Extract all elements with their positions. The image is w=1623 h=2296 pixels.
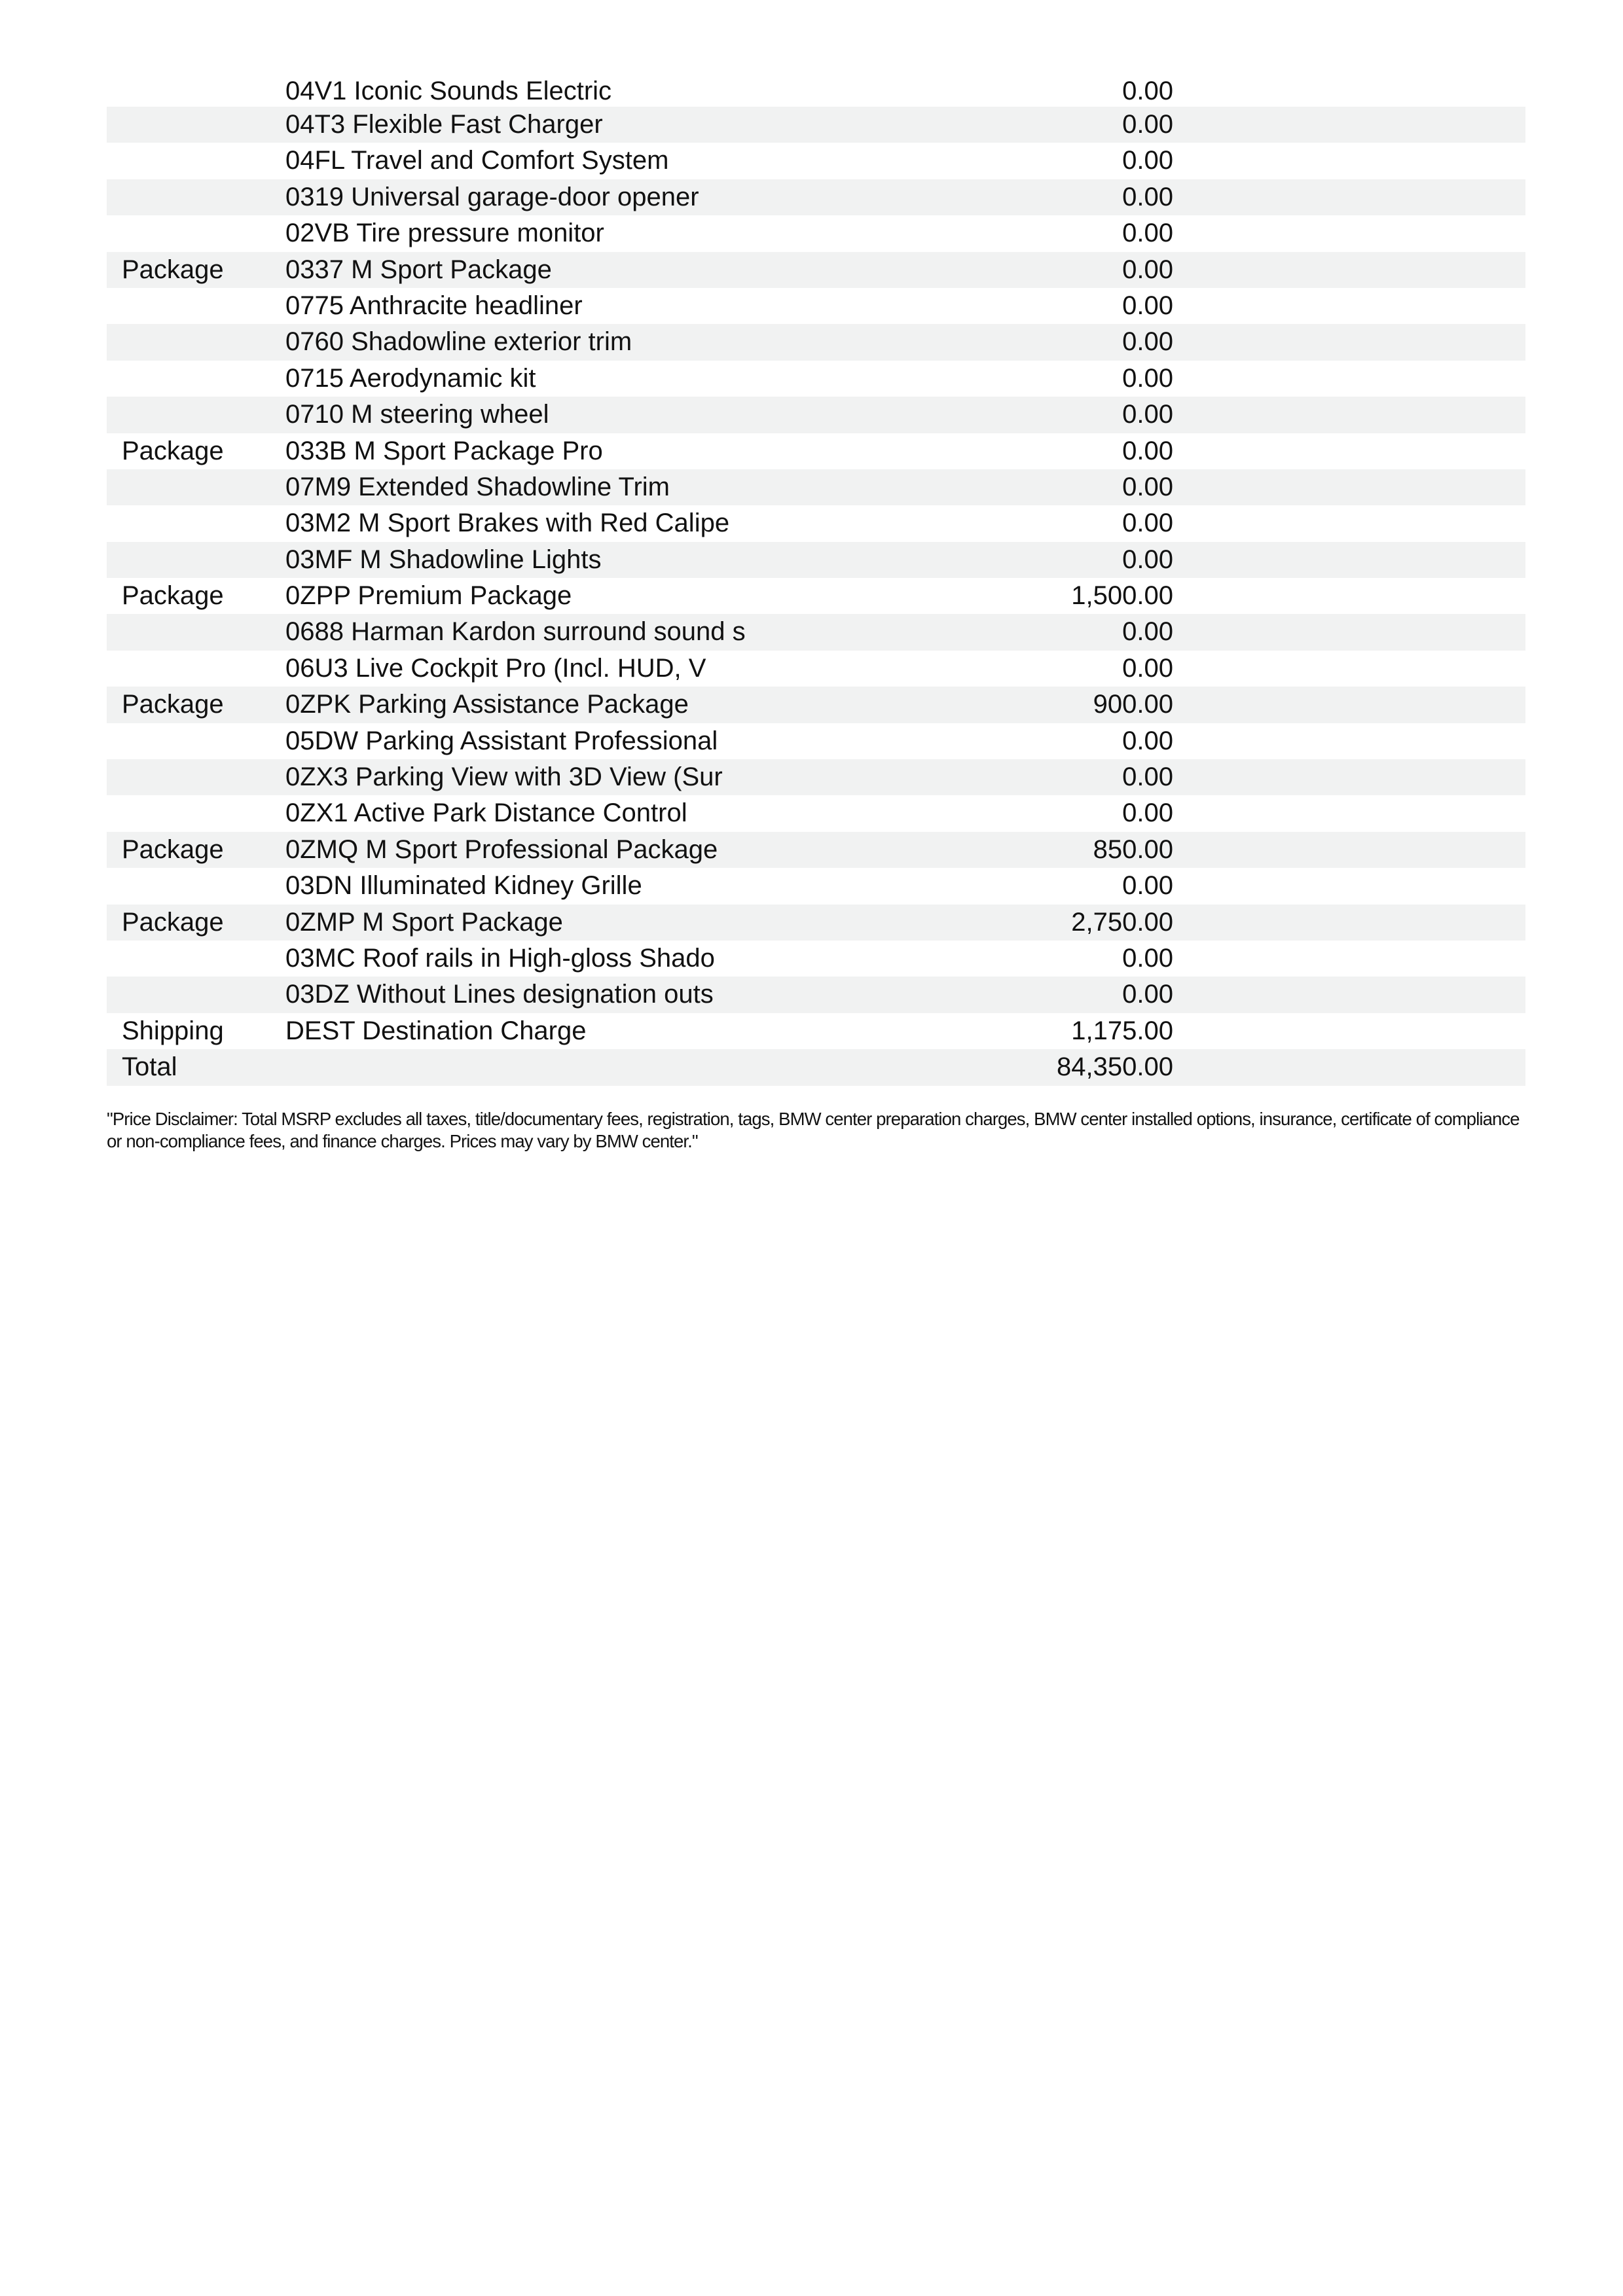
row-category: Package xyxy=(122,834,224,864)
row-price: 0.00 xyxy=(1122,798,1173,828)
table-row xyxy=(107,542,1525,578)
row-description: 0775 Anthracite headliner xyxy=(285,291,583,320)
table-row xyxy=(107,469,1525,505)
row-description: 0ZX1 Active Park Distance Control xyxy=(285,798,687,828)
table-row xyxy=(107,179,1525,215)
row-description: 0ZMP M Sport Package xyxy=(285,907,563,937)
table-row xyxy=(107,361,1525,397)
row-description: 06U3 Live Cockpit Pro (Incl. HUD, V xyxy=(285,653,706,683)
table-row xyxy=(107,795,1525,831)
row-price: 0.00 xyxy=(1122,110,1173,139)
row-category: Package xyxy=(122,690,224,719)
table-row xyxy=(107,1049,1525,1085)
table-row xyxy=(107,107,1525,143)
row-description: 0760 Shadowline exterior trim xyxy=(285,327,632,357)
row-price: 0.00 xyxy=(1122,980,1173,1009)
row-price: 0.00 xyxy=(1122,327,1173,357)
row-price: 1,500.00 xyxy=(1071,581,1173,611)
table-row xyxy=(107,832,1525,868)
row-description: 04T3 Flexible Fast Charger xyxy=(285,110,603,139)
row-description: 03MF M Shadowline Lights xyxy=(285,545,602,574)
row-price: 84,350.00 xyxy=(1057,1052,1173,1082)
table-row xyxy=(107,651,1525,687)
row-description: 03DN Illuminated Kidney Grille xyxy=(285,871,642,901)
row-description: 05DW Parking Assistant Professional xyxy=(285,726,718,755)
table-row xyxy=(107,905,1525,941)
row-price: 0.00 xyxy=(1122,400,1173,429)
row-description: 033B M Sport Package Pro xyxy=(285,436,603,465)
table-row xyxy=(107,578,1525,614)
table-row xyxy=(107,288,1525,324)
table-row xyxy=(107,723,1525,759)
table-row xyxy=(107,941,1525,977)
row-description: 0319 Universal garage-door opener xyxy=(285,182,699,211)
row-category: Package xyxy=(122,907,224,937)
table-row xyxy=(107,143,1525,179)
row-price: 0.00 xyxy=(1122,943,1173,973)
row-description: 0688 Harman Kardon surround sound s xyxy=(285,617,746,647)
table-row xyxy=(107,759,1525,795)
row-price: 0.00 xyxy=(1122,291,1173,320)
row-description: 03M2 M Sport Brakes with Red Calipe xyxy=(285,509,730,538)
row-price: 850.00 xyxy=(1093,834,1173,864)
row-category: Package xyxy=(122,581,224,611)
row-price: 0.00 xyxy=(1122,617,1173,647)
row-price: 0.00 xyxy=(1122,77,1173,105)
row-description: 04V1 Iconic Sounds Electric xyxy=(285,77,612,105)
row-category: Total xyxy=(122,1052,177,1082)
row-price: 1,175.00 xyxy=(1071,1016,1173,1045)
row-description: 0ZX3 Parking View with 3D View (Sur xyxy=(285,762,723,792)
row-description: 07M9 Extended Shadowline Trim xyxy=(285,472,670,501)
options-price-table xyxy=(107,75,1525,1086)
row-price: 0.00 xyxy=(1122,436,1173,465)
row-price: 0.00 xyxy=(1122,146,1173,175)
row-description: 0ZMQ M Sport Professional Package xyxy=(285,834,718,864)
table-row xyxy=(107,868,1525,904)
row-description: 0710 M steering wheel xyxy=(285,400,549,429)
row-price: 0.00 xyxy=(1122,762,1173,792)
row-price: 0.00 xyxy=(1122,726,1173,755)
table-row xyxy=(107,614,1525,650)
row-category: Package xyxy=(122,255,224,284)
row-price: 0.00 xyxy=(1122,255,1173,284)
row-price: 0.00 xyxy=(1122,182,1173,211)
table-row xyxy=(107,433,1525,469)
row-description: 0337 M Sport Package xyxy=(285,255,552,284)
table-row xyxy=(107,324,1525,360)
row-price: 900.00 xyxy=(1093,690,1173,719)
table-row xyxy=(107,505,1525,541)
row-price: 0.00 xyxy=(1122,472,1173,501)
row-description: DEST Destination Charge xyxy=(285,1016,587,1045)
row-description: 03DZ Without Lines designation outs xyxy=(285,980,714,1009)
table-row xyxy=(107,252,1525,288)
row-category: Shipping xyxy=(122,1016,224,1045)
row-description: 03MC Roof rails in High-gloss Shado xyxy=(285,943,715,973)
row-price: 0.00 xyxy=(1122,363,1173,393)
table-row xyxy=(107,215,1525,251)
row-description: 0ZPP Premium Package xyxy=(285,581,572,611)
row-price: 0.00 xyxy=(1122,219,1173,248)
row-price: 0.00 xyxy=(1122,545,1173,574)
row-price: 0.00 xyxy=(1122,509,1173,538)
row-price: 2,750.00 xyxy=(1071,907,1173,937)
price-disclaimer: "Price Disclaimer: Total MSRP excludes all taxes, title/documentary fees, registration, tags, BMW center preparation charges, BMW center installed options, insurance, certificate of compliance or non-compliance fees, and finance charges. Prices may vary by BMW center." xyxy=(107,1109,1520,1151)
table-row xyxy=(107,397,1525,433)
table-row xyxy=(107,1013,1525,1049)
row-description: 0715 Aerodynamic kit xyxy=(285,363,536,393)
row-description: 0ZPK Parking Assistance Package xyxy=(285,690,689,719)
row-description: 04FL Travel and Comfort System xyxy=(285,146,669,175)
row-description: 02VB Tire pressure monitor xyxy=(285,219,604,248)
table-row xyxy=(107,977,1525,1013)
row-price: 0.00 xyxy=(1122,653,1173,683)
table-row xyxy=(107,75,1525,107)
row-category: Package xyxy=(122,436,224,465)
row-price: 0.00 xyxy=(1122,871,1173,901)
table-row xyxy=(107,687,1525,723)
